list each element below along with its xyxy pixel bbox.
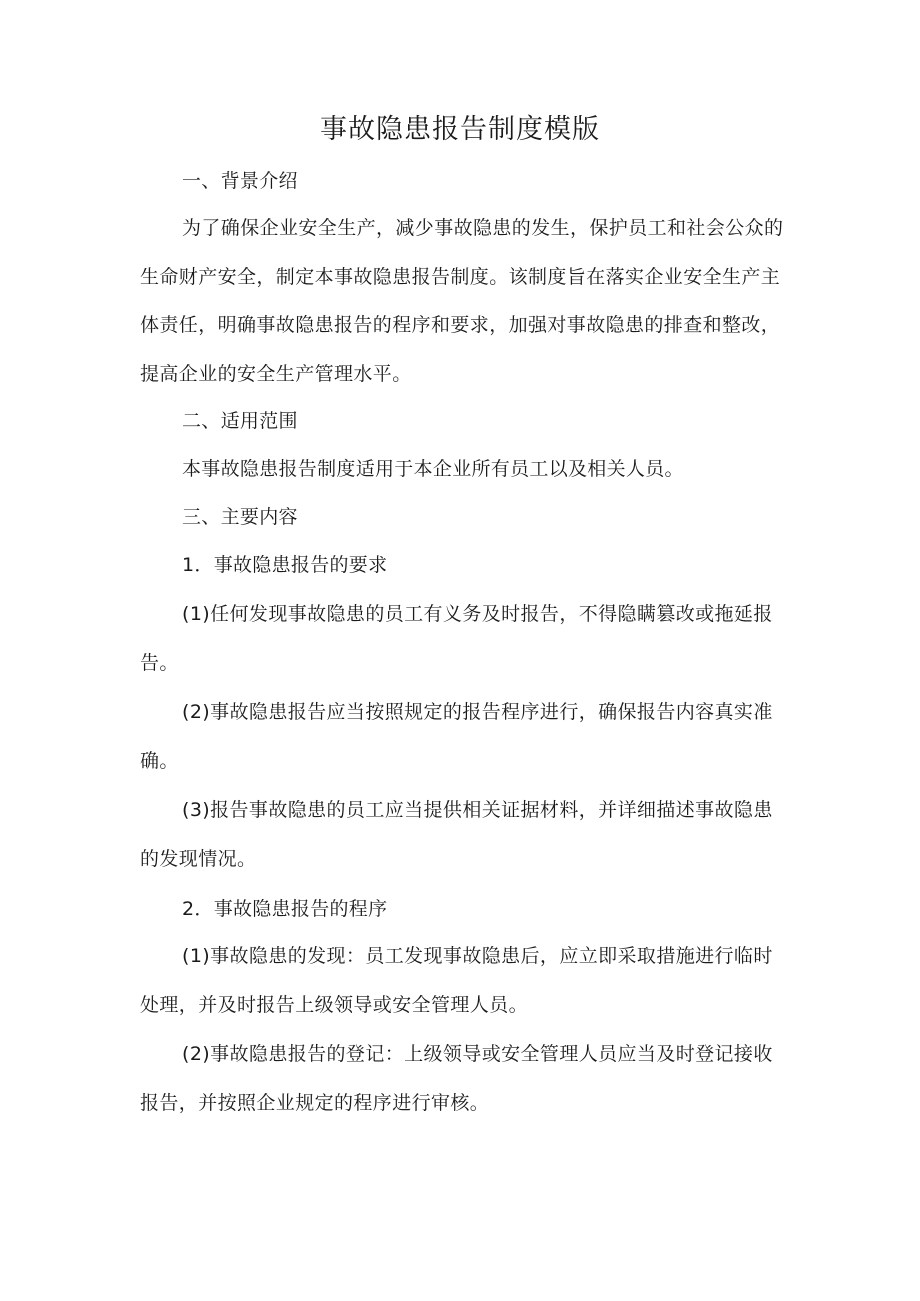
section-heading-scope: 二、适用范围 [182,410,298,432]
requirement-item-3: (3)报告事故隐患的员工应当提供相关证据材料，并详细描述事故隐患的发现情况。 [140,799,773,870]
section-heading-background: 一、背景介绍 [182,170,298,192]
requirement-item-1: (1)任何发现事故隐患的员工有义务及时报告，不得隐瞒篡改或拖延报告。 [140,603,773,674]
paragraph-background: 为了确保企业安全生产，减少事故隐患的发生，保护员工和社会公众的生命财产安全，制定本事故隐患报告制度。该制度旨在落实企业安全生产主体责任，明确事故隐患报告的程序和要求，加强对事故隐患的排查和整改，提高企业的安全生产管理水平。 [140,217,784,385]
document-title: 事故隐患报告制度模版 [320,114,600,145]
section-heading-content: 三、主要内容 [182,506,298,528]
subsection-heading-requirements: 1．事故隐患报告的要求 [182,554,388,576]
procedure-item-1: (1)事故隐患的发现：员工发现事故隐患后，应立即采取措施进行临时处理，并及时报告上级领导或安全管理人员。 [140,945,773,1016]
requirement-item-2: (2)事故隐患报告应当按照规定的报告程序进行，确保报告内容真实准确。 [140,701,773,772]
procedure-item-2: (2)事故隐患报告的登记：上级领导或安全管理人员应当及时登记接收报告，并按照企业规定的程序进行审核。 [140,1043,773,1114]
subsection-heading-procedure: 2．事故隐患报告的程序 [182,898,388,920]
paragraph-scope: 本事故隐患报告制度适用于本企业所有员工以及相关人员。 [182,458,684,480]
